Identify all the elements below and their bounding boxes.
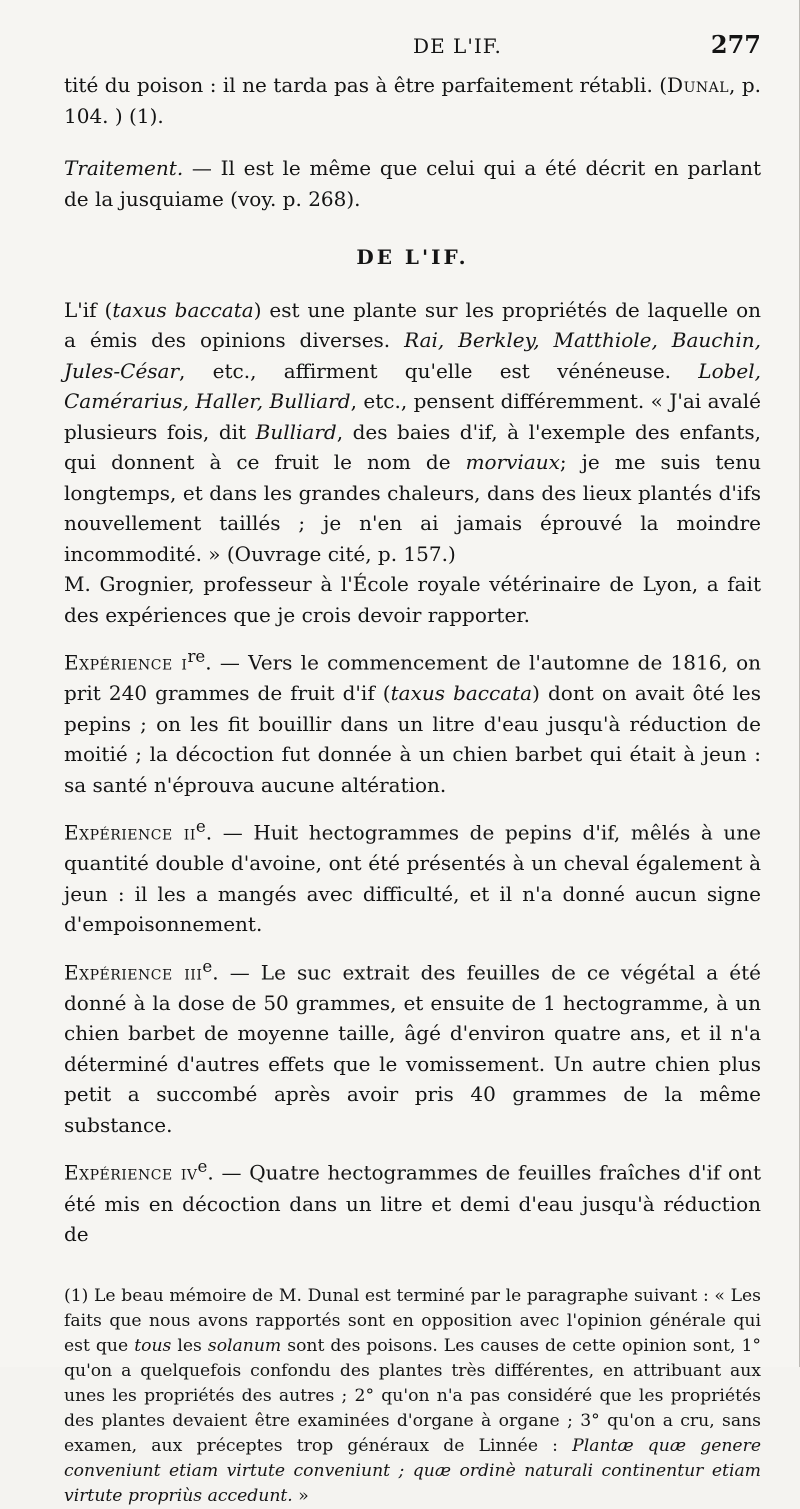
footnote-text: (1) Le beau mémoire de M. Dunal est terminé par le paragraphe suivant : « Les faits que nous avons rapportés sont en opposition avec l'opinion générale qui est que tous les solanum sont des poisons. Les causes de cette opinion sont, 1° qu'on a quelquefois confondu des plantes très différentes, en attribuant aux unes les propriétés des autres ; 2° qu'on n'a pas considéré que les propriétés des plantes devaient être examinées d'organe à organe ; 3° qu'on a cru, sans examen, aux préceptes trop généraux de Linnée : Plantæ quæ genere conveniunt etiam virtute conveniunt ; quæ ordinè naturali continentur etiam virtute propriùs accedunt. » [64, 1285, 761, 1506]
running-head: DE L'IF. [413, 34, 502, 58]
experience-2: Expérience $ii^e$. — Huit hectogrammes de pepins d'if, mêlés à une quantité double d'avoine, ont été présentés à un cheval également à jeun : il les a mangés avec difficulté, et il n'a donné aucun signe d'empoisonnement. [64, 817, 761, 937]
experience-3: Expérience iii$^e$. — Le suc extrait des feuilles de ce végétal a été donné à la dose de 50 grammes, et ensuite de 1 hectogramme, à un chien barbet de moyenne taille, âgé d'environ quatre ans, et il n'a déterminé d'autres effets que le vomissement. Un autre chien plus petit a succombé après avoir pris 40 grammes de la même substance. [64, 956, 761, 1137]
experience-1: Expérience $i^{re}$. — Vers le commencement de l'automne de 1816, on prit 240 grammes de fruit d'if (taxus baccata) dont on avait ôté les pepins ; on les fit bouillir dans un litre d'eau jusqu'à réduction de moitié ; la décoction fut donnée à un chien barbet qui était à jeun : sa santé n'éprouva aucune altération. [64, 647, 761, 797]
page-number: 277 [710, 30, 761, 59]
body-text [64, 70, 761, 1250]
paragraph-treatment: Traitement. — Il est le même que celui qui a été décrit en parlant de la jusquiame (voy. p. 268). [64, 156, 761, 211]
paragraph-continuation: tité du poison : il ne tarda pas à être parfaitement rétabli. (Dunal, p. 104. ) (1). [64, 73, 761, 128]
section-title: DE L'IF. [356, 245, 469, 269]
experience-4: Expérience $iv^e$. — Quatre hectogrammes de feuilles fraîches d'if ont été mis en décoction dans un litre et demi d'eau jusqu'à réduction de [64, 1157, 762, 1247]
paragraph-grognier: M. Grognier, professeur à l'École royale vétérinaire de Lyon, a fait des expériences que je crois devoir rapporter. [64, 572, 761, 627]
page-header [64, 30, 761, 70]
footnote [64, 1284, 761, 1509]
paragraph-if: L'if (taxus baccata) est une plante sur les propriétés de laquelle on a émis des opinions diverses. Rai, Berkley, Matthiole, Bauchin, Jules-César, etc., affirment qu'elle est vénéneuse. Lobel, Camérarius, Haller, Bulliard, etc., pensent différemment. « J'ai avalé plusieurs fois, dit Bulliard, des baies d'if, à l'exemple des enfants, qui donnent à ce fruit le nom de morviaux; je me suis tenu longtemps, et dans les grandes chaleurs, dans des lieux plantés d'ifs nouvellement taillés ; je n'en ai jamais éprouvé la moindre incommodité. » (Ouvrage cité, p. 157.) [64, 297, 761, 566]
